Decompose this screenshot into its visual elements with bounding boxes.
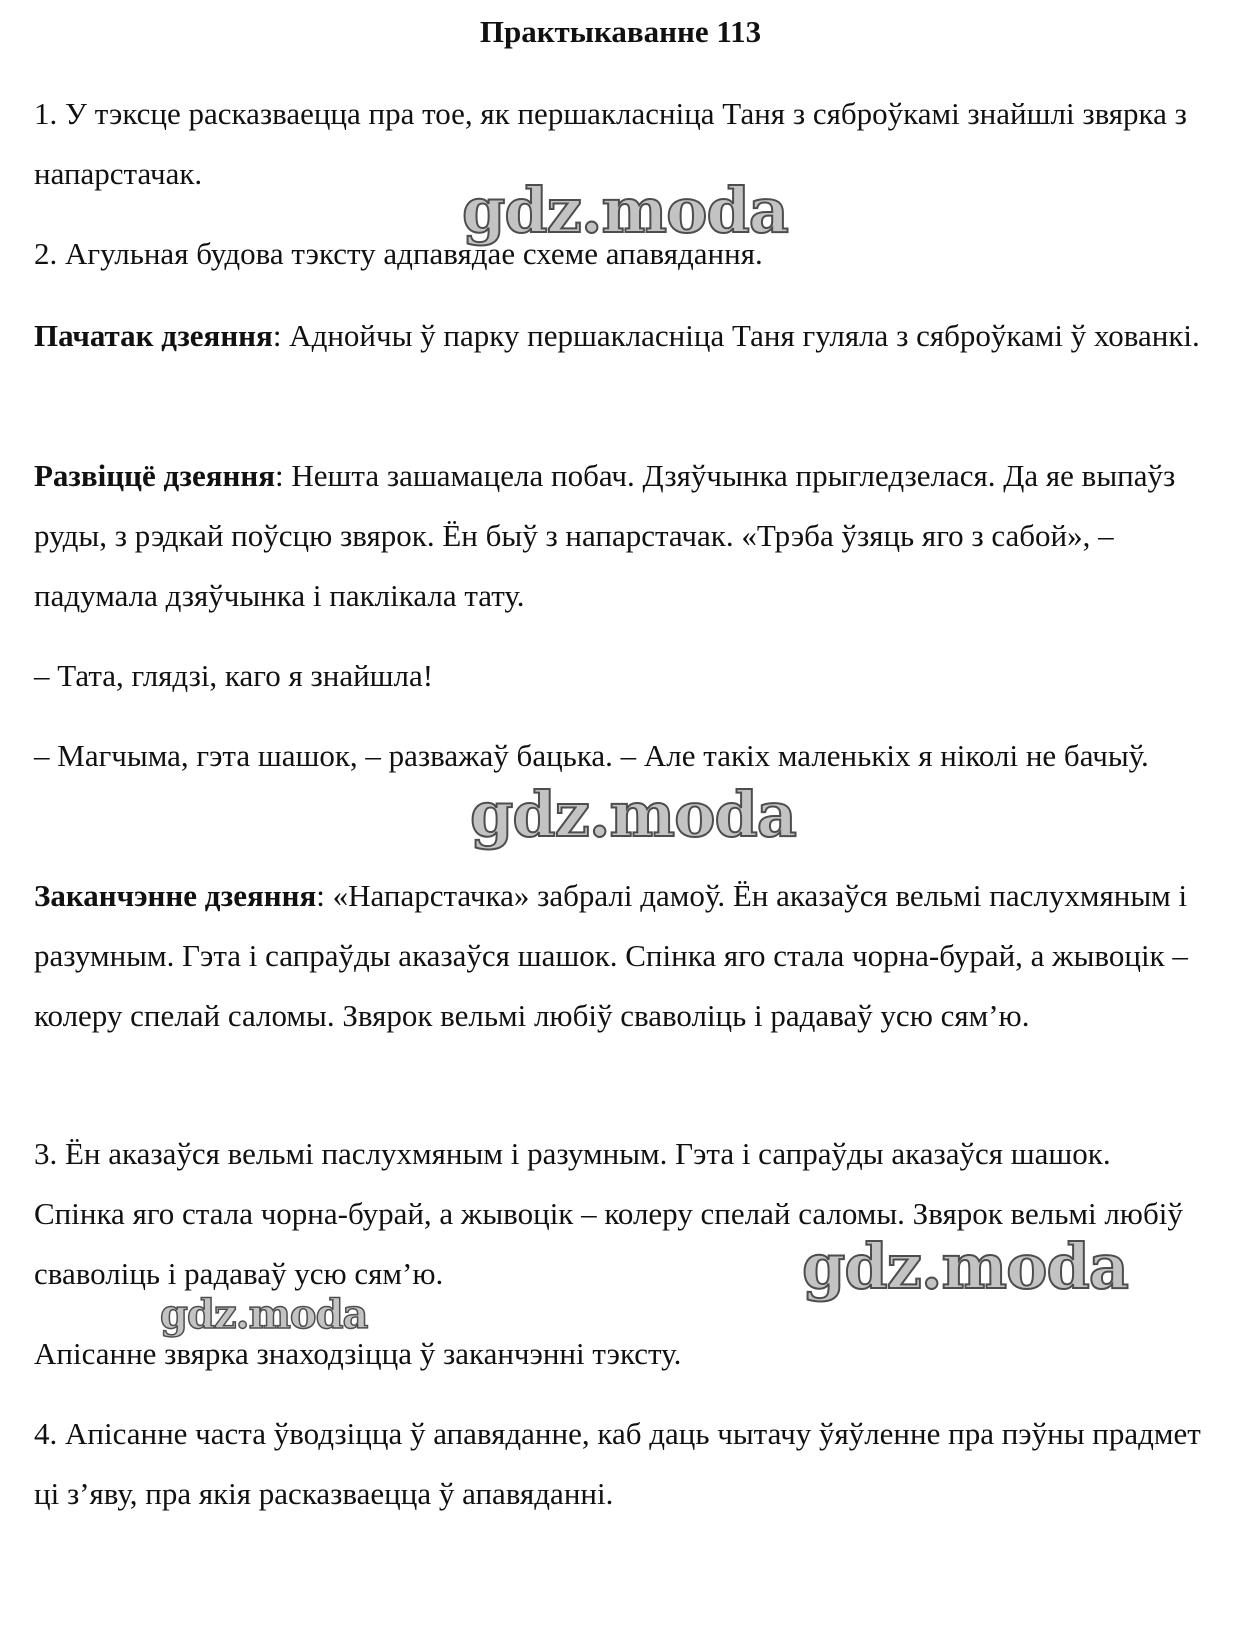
section-start-text: : Аднойчы ў парку першакласніца Таня гуляла з сяброўкамі ў хованкі. bbox=[272, 318, 1200, 353]
watermark-logo: gdz.moda bbox=[462, 174, 788, 247]
answer-2: 2. Агульная будова тэксту адпавядае схеме апавядання. bbox=[34, 236, 763, 271]
watermark-logo: gdz.moda bbox=[802, 1230, 1128, 1303]
section-development-label: Развіццё дзеяння bbox=[34, 458, 276, 493]
answer-3-conclusion: Апісанне звярка знаходзіцца ў заканчэнні тэксту. bbox=[34, 1336, 682, 1371]
section-ending bbox=[34, 866, 1209, 1046]
section-development-text: : Нешта зашамацела побач. Дзяўчынка прыгледзелася. Да яе выпаўз руды, з рэдкай поўсцю звярок. Ён быў з напарстачак. «Трэба ўзяць яго з сабой», – падумала дзяўчынка і паклікала тату. bbox=[34, 458, 1176, 613]
answer-3: 3. Ён аказаўся вельмі паслухмяным і разумным. Гэта і сапраўды аказаўся шашок. Спінка яго стала чорна-бурай, а жывоцік – колеру спелай саломы. Звярок вельмі любіў сваволіць і радаваў усю сям’ю. bbox=[34, 1136, 1183, 1291]
watermark-logo: gdz.moda bbox=[470, 778, 796, 851]
section-development bbox=[34, 446, 1209, 626]
dialog-line-2: – Магчыма, гэта шашок, – разважаў бацька. – Але такіх маленькіх я ніколі не бачыў. bbox=[34, 738, 1149, 773]
section-start-label: Пачатак дзеяння bbox=[34, 318, 273, 353]
page-title: Практыкаванне 113 bbox=[479, 14, 762, 49]
watermark-logo: gdz.moda bbox=[160, 1291, 368, 1338]
section-start bbox=[34, 306, 1209, 366]
section-ending-label: Заканчэнне дзеяння bbox=[34, 878, 317, 913]
answer-4: 4. Апісанне часта ўводзіцца ў апавяданне, каб даць чытачу ўяўленне пра пэўны прадмет ці з’яву, пра якія расказваецца ў апавяданні. bbox=[34, 1416, 1201, 1511]
answer-1: 1. У тэксце расказваецца пра тое, як першакласніца Таня з сяброўкамі знайшлі звярка з напарстачак. bbox=[34, 96, 1187, 191]
section-ending-text: : «Напарстачка» забралі дамоў. Ён аказаўся вельмі паслухмяным і разумным. Гэта і сапраўды аказаўся шашок. Спінка яго стала чорна-бурай, а жывоцік – колеру спелай саломы. Звярок вельмі любіў сваволіць і радаваў усю сям’ю. bbox=[34, 878, 1188, 1033]
dialog-line-1: – Тата, глядзі, каго я знайшла! bbox=[34, 658, 434, 693]
